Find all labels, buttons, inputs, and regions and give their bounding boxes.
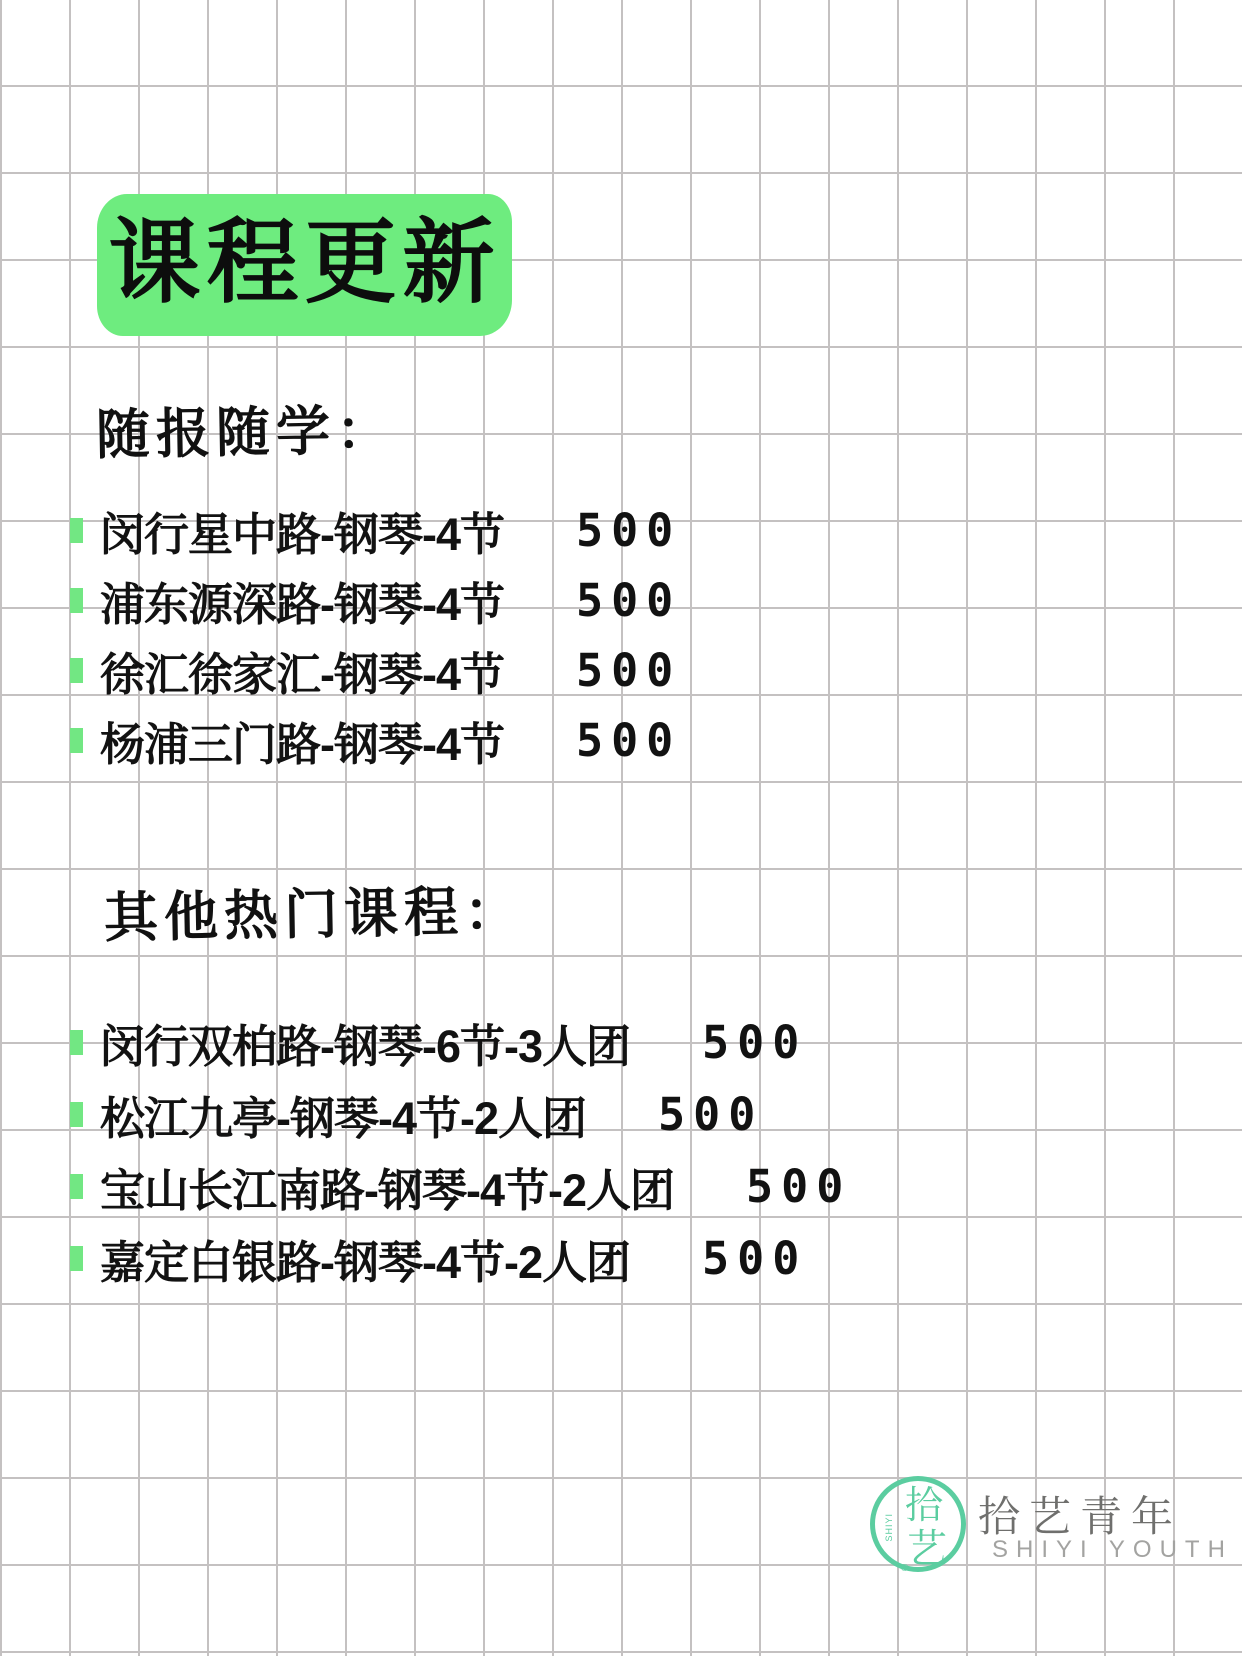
course-row (70, 1087, 851, 1144)
logo-char-top: 拾 (905, 1485, 944, 1527)
bullet-marker-icon (70, 518, 83, 543)
course-price: 500 (576, 643, 682, 697)
course-label: 宝山长江南路-钢琴-4节-2人团 (100, 1164, 675, 1216)
course-list-walk-in (70, 503, 682, 786)
course-row (70, 1159, 852, 1216)
course-price: 500 (658, 1087, 764, 1141)
title-badge (97, 194, 512, 336)
course-price: 500 (576, 503, 682, 557)
page-title: 课程更新 (108, 212, 501, 314)
course-label: 嘉定白银路-钢琴-4节-2人团 (100, 1236, 631, 1288)
course-row (70, 1015, 851, 1072)
shiyi-logo-icon (870, 1476, 966, 1572)
section-heading-walk-in: 随报随学： (95, 400, 397, 466)
registered-mark: ® (901, 1563, 909, 1574)
course-list-popular (70, 1015, 852, 1306)
brand-name-en: SHIYI YOUTH (992, 1536, 1233, 1563)
course-row (70, 643, 682, 700)
course-price: 500 (702, 1231, 808, 1285)
logo-char-bottom: 艺 (907, 1527, 947, 1571)
brand-footer (870, 1476, 1233, 1606)
course-price: 500 (576, 713, 682, 767)
bullet-marker-icon (70, 728, 83, 753)
course-label: 杨浦三门路-钢琴-4节 (100, 718, 504, 770)
course-row (70, 503, 682, 560)
brand-name: 拾艺青年 (978, 1493, 1183, 1540)
bullet-marker-icon (70, 1174, 83, 1199)
bullet-marker-icon (70, 1102, 83, 1127)
course-row (70, 573, 682, 630)
bullet-marker-icon (70, 1246, 83, 1271)
course-label: 徐汇徐家汇-钢琴-4节 (100, 648, 504, 700)
course-row (70, 1231, 851, 1288)
course-label: 闵行星中路-钢琴-4节 (100, 508, 504, 560)
logo-side-text: SHIYI (884, 1513, 894, 1542)
course-row (70, 713, 682, 770)
course-label: 浦东源深路-钢琴-4节 (100, 578, 504, 630)
course-price: 500 (576, 573, 682, 627)
bullet-marker-icon (70, 588, 83, 613)
course-label: 闵行双柏路-钢琴-6节-3人团 (100, 1020, 631, 1072)
bullet-marker-icon (70, 1030, 83, 1055)
section-heading-popular: 其他热门课程： (103, 881, 525, 949)
course-label: 松江九亭-钢琴-4节-2人团 (100, 1092, 587, 1144)
course-price: 500 (702, 1015, 808, 1069)
bullet-marker-icon (70, 658, 83, 683)
course-price: 500 (746, 1159, 852, 1213)
